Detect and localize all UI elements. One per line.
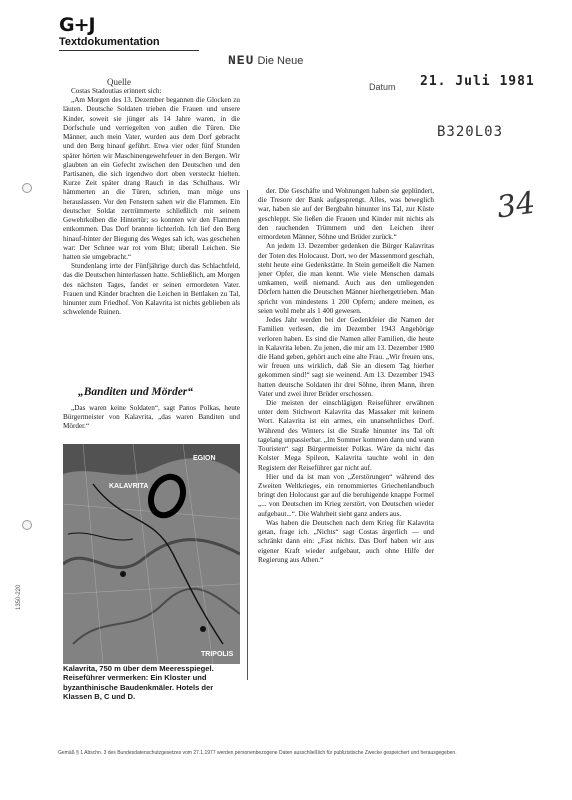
source-stamp [228, 53, 303, 68]
date-stamp: 21. Juli 1981 [420, 74, 535, 89]
article-paragraph: Costas Stadoutias erinnert sich: [71, 87, 162, 95]
article-paragraph: „Am Morgen des 13. Dezember begannen die Glocken zu läuten. Deutsche Soldaten trieben die Frauen und unsere Kinder, soweit sie jünger als 14 Jahre waren, in die Dorfschule und verriegelten von außen die Türen. Die Männer, auch mein Vater, wurden aus dem Dorf gebracht und den Berg hinauf geführt. Etwa vier oder fünf Stunden später hörten wir Maschinengewehrfeuer in den Bergen. Wir glaubten an ein Gefecht zwischen den Deutschen und den Partisanen, die sich irgendwo dort oben versteckt hielten. Kurze Zeit später drang Rauch in das Schulhaus. Wir hämmerten an die Türen, schrien, man möge uns herauslassen. Vor den Fenstern sahen wir die Flammen. Ein deutscher Soldat zertrümmerte schließlich mit seinem Gewehrkolben die Hintertür; so konnten wir den Flammen entkommen. Das Dorf brannte lichterloh. Ich lief den Berg hinauf-hinter der Biegung des Weges sah ich, was geschehen war: Der Schnee war rot vom Blut; überall Leichen. Sie hatten sie umgebracht.“ [63, 96, 240, 261]
column-divider [247, 190, 248, 680]
article-subheading: „Banditen und Mörder“ [78, 386, 194, 398]
quelle-label: Quelle [107, 77, 131, 87]
article-paragraph: der. Die Geschäfte und Wohnungen haben sie geplündert, die Tresore der Bank aufgesprengt. Alles, was beweglich war, haben sie auf der Bergbahn hinunter ins Tal, zur Küste geschleppt. Sie ließen die Frauen und Kinder mit nichts als den rauchenden Trümmern und den Leichen ihrer ermordeten Männer, Söhne und Brüder zurück.“ [258, 187, 434, 242]
article-column-2 [258, 187, 434, 678]
article-paragraph: Die meisten der einschlägigen Reiseführer erwähnen unter dem Stichwort Kalavrita das Massaker mit keinem Wort. Kalavrita ist ein armes, ein unansehnliches Dorf. Während des Winters ist die Straße hinunter ins Tal oft tagelang unpassierbar. „Im Sommer kommen dann und wann Touristen“ sagt Bürgermeister Polkas. Wäre da nicht das Kolster Mega Spileon, Kalavrita tauchte wohl in den Registern der Reiseführer gar nicht auf. [258, 399, 434, 472]
logo: G+J [59, 14, 95, 36]
article-paragraph: Stundenlang irrte der Fünfjährige durch das Schlachtfeld, das die Deutschen hinterlassen hatte. Schließlich, am Morgen des nächsten Tages, fandet er seinen ermordeten Vater. Frauen und Kinder brachten die Leichen in Bettlaken zu Tal, hinunter zum Friedhof. Von Kalavrita ist nichts geblieben als schwelende Ruinen. [63, 262, 240, 317]
handwritten-page-number: 34 [494, 185, 538, 226]
map-label: KALAVRITA [109, 483, 149, 490]
punch-hole-top [22, 183, 32, 193]
map-caption: Kalavrita, 750 m über dem Meeresspiegel. Reiseführer vermerken: Ein Kloster und byzanthinische Baudenkmäler. Hotels der Klassen B, C und D. [63, 664, 214, 702]
datum-label: Datum [369, 82, 396, 92]
article-paragraph: Jedes Jahr werden bei der Gedenkfeier die Namen der Familien verlesen, die im Dezember 1943 Angehörige verloren haben. Es sind die Namen aller Familien, die heute in Kalavrita leben. Zu jenen, die mir am 13. Dezember 1980 die Hand geben, gehört auch eine alte Frau. „Wir freuen uns, wir freuen uns wirklich, daß Sie an diesem Tag hierher gekommen sind!“ sagt sie weinend. Am 13. Dezember 1943 hatten deutsche Soldaten ihr drei Söhne, ihren Mann, ihren Vater und zwei ihrer Brüder erschossen. [258, 316, 434, 398]
archive-code: B320L03 [437, 124, 504, 140]
form-code: 1350-220 [16, 584, 22, 610]
source-stamp-mark: NEU [228, 53, 255, 68]
article-paragraph: Was haben die Deutschen nach dem Krieg für Kalavrita getan, frage ich. „Nichts“ sagt Costas ärgerlich — und schränkt dann ein: „Fast nichts. Das Dorf haben wir aus eigener Kraft wieder aufgebaut, auch ohne Hilfe der Regierung aus Athen.“ [258, 518, 434, 564]
punch-hole-bottom [22, 520, 32, 530]
header-rule [59, 50, 199, 51]
article-column-1 [63, 87, 240, 385]
map-label: EGION [193, 455, 216, 462]
source-name: Die Neue [257, 55, 304, 67]
article-paragraph: An jedem 13. Dezember gedenken die Bürger Kalavritas der Toten des Holocaust. Dort, wo der Massenmord geschah, steht heute eine Gedenkstätte. In Stein gemeißelt die Namen jener Opfer, die man kennt. Wie viele Menschen damals umkamen, weiß niemand. Auch aus den umliegenden Dörfern hatten die Deutschen Männer hierhergetrieben. Man spricht von mindestens 1 200 Opfern; andere meinen, es seien wohl mehr als 1 400 gewesen. [258, 242, 434, 315]
article-column-1-continued [63, 404, 240, 444]
data-protection-notice: Gemäß § 1 Abschn. 3 des Bundesdatenschutzgesetzes vom 27.1.1977 werden personenbezogene Daten ausschließlich für publizistische Zwecke gespeichert und herausgegeben. [58, 750, 457, 756]
article-paragraph: „Das waren keine Soldaten“, sagt Panos Polkas, heute Bürgermeister von Kalavrita, „das waren Banditen und Mörder.“ [63, 404, 240, 431]
kalavrita-map-photo [63, 444, 240, 664]
map-label: TRIPOLIS [201, 651, 234, 658]
document-type-label: Textdokumentation [59, 36, 160, 48]
article-paragraph: Hier und da ist man von „Zerstörungen“ während des Zweiten Weltkrieges, ein renommiertes Griechenlandbuch bringt den Holocaust gar auf die beruhigende knappe Formel „... von Deutschen im Krieg zerstört, von Deutschen wieder aufgebaut...“. Die Wahrheit sieht ganz anders aus. [258, 472, 434, 518]
